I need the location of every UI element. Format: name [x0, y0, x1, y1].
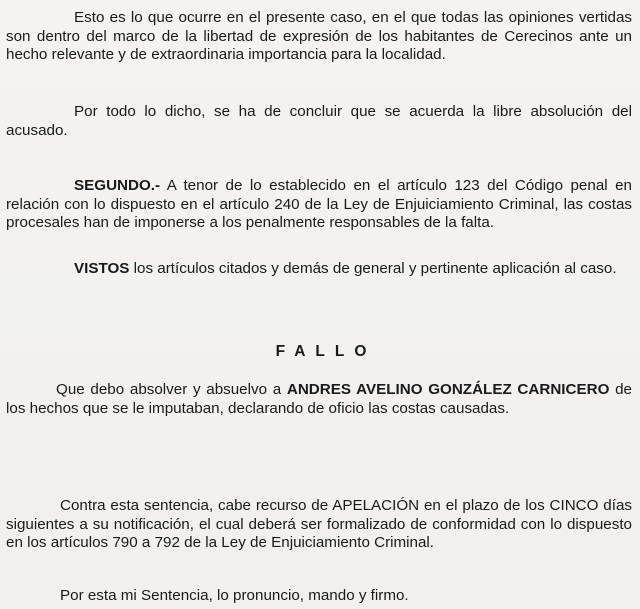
paragraph-text: de los hechos que se le imputaban, declarando de oficio las costas causadas.	[6, 381, 632, 417]
vistos-heading: VISTOS	[74, 260, 130, 277]
paragraph-vistos	[6, 260, 632, 279]
apelacion-term: APELACIÓN	[332, 497, 420, 514]
paragraph-text: Por esta mi Sentencia, lo pronuncio, mando y firmo.	[60, 587, 409, 604]
paragraph-text: Contra esta sentencia, cabe recurso de	[60, 497, 333, 514]
paragraph-segundo	[6, 177, 632, 233]
paragraph-signature-closing	[6, 587, 632, 606]
defendant-name: ANDRES AVELINO GONZÁLEZ CARNICERO	[286, 381, 610, 398]
paragraph-absolution-conclusion	[6, 103, 632, 140]
paragraph-appeal	[6, 497, 632, 553]
paragraph-cerecinos-opinions	[6, 9, 632, 65]
paragraph-text: Que debo absolver y absuelvo a	[56, 381, 287, 398]
paragraph-text: A tenor de lo establecido en el artículo 123 del Código penal en relación con lo dispuesto en el artículo 240 de la Ley de Enjuiciamiento Criminal, las costas procesales han de imponerse a los penalmente responsables de la falta.	[6, 177, 632, 232]
fallo-heading: FALLO	[275, 343, 377, 360]
segundo-heading: SEGUNDO.-	[74, 177, 161, 194]
paragraph-text: Esto es lo que ocurre en el presente caso, en el que todas las opiniones vertidas son dentro del marco de la libertad de expresión de los habitantes de Cerecinos ante un hecho relevante y de extraordinaria importancia para la localidad.	[6, 9, 632, 64]
paragraph-fallo-ruling	[6, 381, 632, 418]
paragraph-text: los artículos citados y demás de general y pertinente aplicación al caso.	[129, 260, 617, 277]
paragraph-text: en el plazo de los CINCO días siguientes a su notificación, el cual deberá ser formalizado de conformidad con lo dispuesto en los artículos 790 a 792 de la Ley de Enjuiciamiento Criminal.	[6, 497, 632, 552]
paragraph-text: Por todo lo dicho, se ha de concluir que se acuerda la libre absolución del acusado.	[6, 103, 632, 139]
